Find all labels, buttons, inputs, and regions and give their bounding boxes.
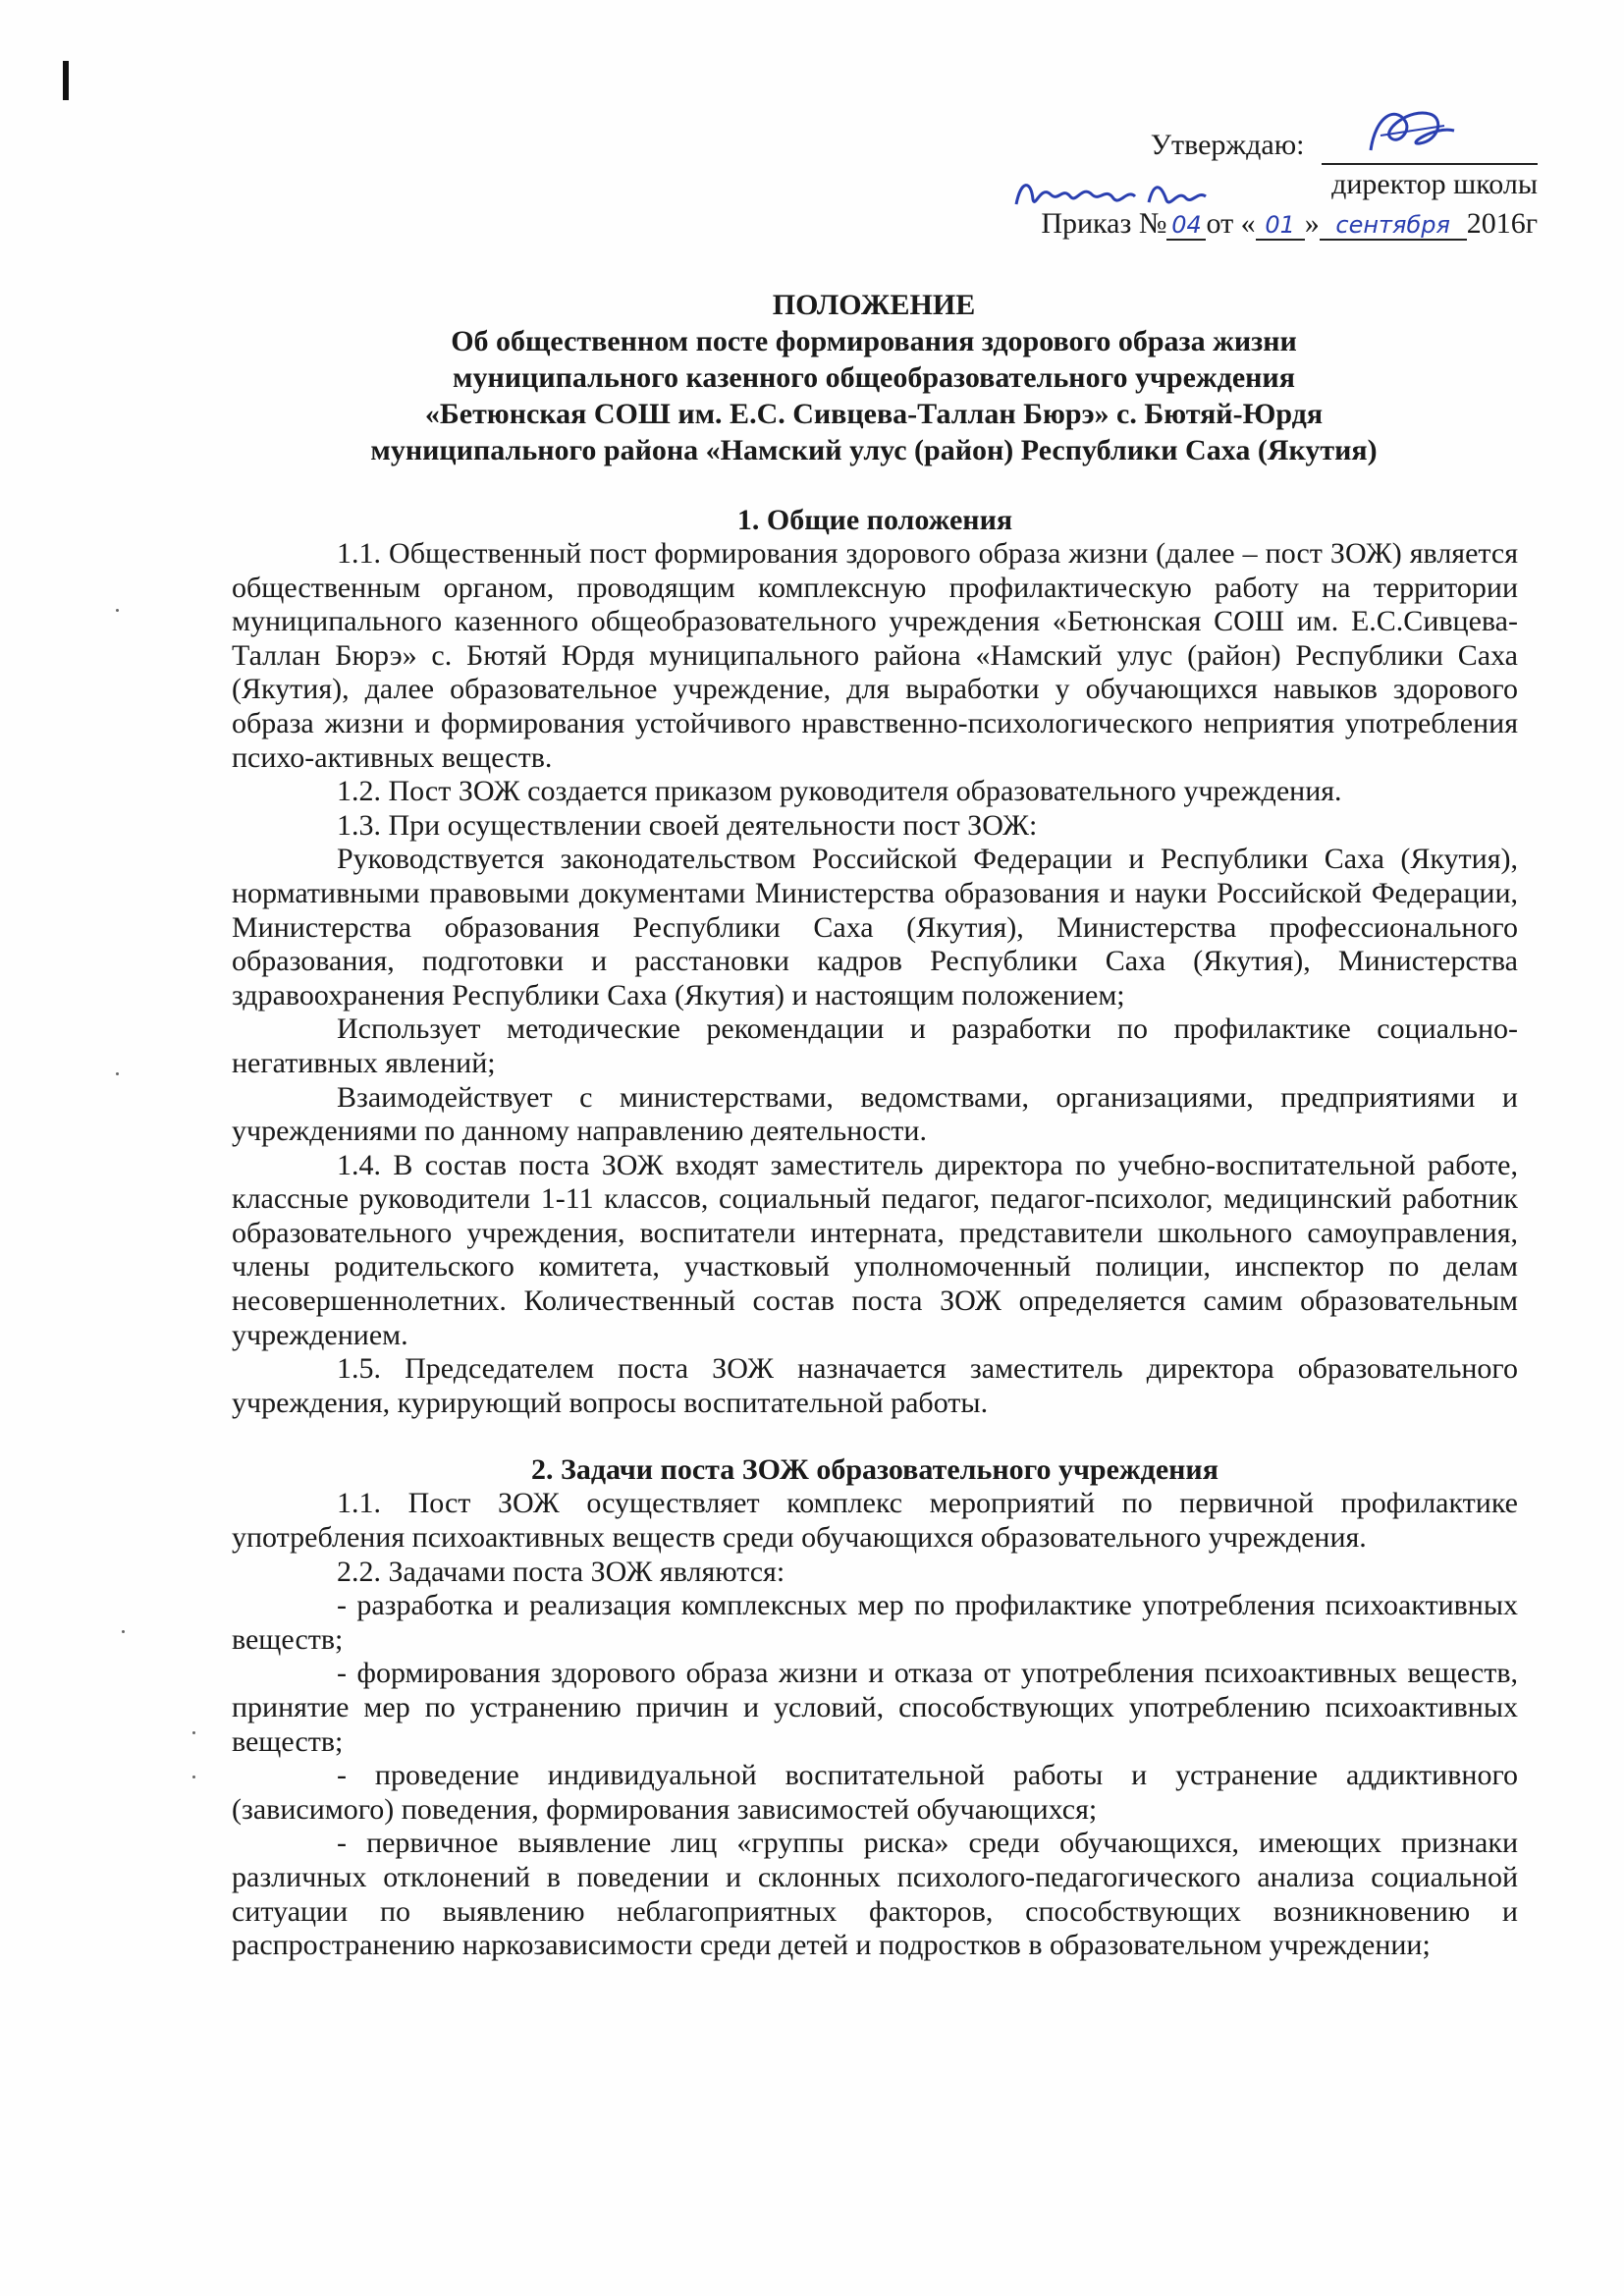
document-title: [236, 287, 1512, 468]
order-year: 2016г: [1466, 207, 1538, 240]
paragraph-2-2: 2.2. Задачами поста ЗОЖ являются:: [337, 1555, 785, 1588]
section-1-heading: 1. Общие положения: [736, 504, 1013, 536]
position-text: директор школы: [1331, 168, 1538, 200]
title-line-4: «Бетюнская СОШ им. Е.С. Сивцева-Таллан Бюрэ» с. Бютяй-Юрдя: [424, 398, 1324, 430]
paragraph-1-3c: Взаимодействует с министерствами, ведомствами, организациями, предприятиями и учреждениями по данному направлению деятельности.: [232, 1080, 1518, 1148]
paragraph-1-2: 1.2. Пост ЗОЖ создается приказом руководителя образовательного учреждения.: [337, 775, 1342, 808]
approval-line: [948, 126, 1538, 165]
signature-mark: [1351, 96, 1469, 165]
scan-speck: [192, 1731, 195, 1734]
director-signature: [1322, 134, 1538, 165]
handwritten-name: [1011, 175, 1237, 219]
order-prefix: Приказ №: [1041, 207, 1167, 240]
scan-speck: [122, 1630, 125, 1633]
scan-speck: [116, 1072, 119, 1075]
paragraph-1-5: 1.5. Председателем поста ЗОЖ назначается заместитель директора образовательного учреждения, курирующий вопросы воспитательной работы.: [232, 1352, 1518, 1419]
paragraph-1-3b: Использует методические рекомендации и разработки по профилактике социально-негативных явлений;: [232, 1012, 1518, 1079]
scan-speck: [192, 1776, 195, 1778]
section-2-heading: 2. Задачи поста ЗОЖ образовательного учреждения: [531, 1453, 1218, 1487]
approve-label: Утверждаю:: [1150, 129, 1305, 161]
document-body: [232, 504, 1518, 1963]
bullet-4: - первичное выявление лиц «группы риска» среди обучающихся, имеющих признаки различных отклонений в поведении и склонных психолого-педагогического анализа социальной ситуации по выявлению неблагоприятных факторов, способствующих возникновению и распространению наркозависимости среди детей и подростков в образовательном учреждении;: [232, 1827, 1518, 1962]
paragraph-1-4: 1.4. В состав поста ЗОЖ входят заместитель директора по учебно-воспитательной работе, классные руководители 1-11 классов, социальный педагог, педагог-психолог, медицинский работник образовательного учреждения, воспитатели интерната, представители школьного самоуправления, члены родительского комитета, участковый уполномоченный полиции, инспектор по делам несовершеннолетних. Количественный состав поста ЗОЖ определяется самим образовательным учреждением.: [232, 1148, 1518, 1351]
handwritten-name-mark: [1011, 175, 1237, 214]
title-line-1: ПОЛОЖЕНИЕ: [772, 289, 976, 321]
order-number: 04: [1166, 211, 1206, 241]
order-day: 01: [1256, 211, 1305, 241]
bullet-3: - проведение индивидуальной воспитательной работы и устранение аддиктивного (зависимого) поведения, формирования зависимостей обучающихся;: [232, 1759, 1518, 1826]
bullet-1: - разработка и реализация комплексных мер по профилактике употребления психоактивных веществ;: [232, 1589, 1518, 1656]
paragraph-2-1: 1.1. Пост ЗОЖ осуществляет комплекс мероприятий по первичной профилактике употребления психоактивных веществ среди обучающихся образовательного учреждения.: [232, 1487, 1518, 1555]
paragraph-1-3: 1.3. При осуществлении своей деятельности пост ЗОЖ:: [337, 808, 1038, 842]
paragraph-1-3a: Руководствуется законодательством Российской Федерации и Республики Саха (Якутия), нормативными правовыми документами Министерства образования и науки Российской Федерации, Министерства образования Республики Саха (Якутия), Министерства профессионального образования, подготовки и расстановки кадров Республики Саха (Якутия), Министерства здравоохранения Республики Саха (Якутия) и настоящим положением;: [232, 843, 1518, 1011]
title-line-2: Об общественном посте формирования здорового образа жизни: [451, 325, 1297, 357]
scan-margin-mark: [63, 61, 69, 100]
order-from: от «: [1206, 207, 1256, 240]
title-line-5: муниципального района «Намский улус (район) Республики Саха (Якутия): [370, 434, 1378, 466]
scan-speck: [116, 609, 119, 612]
order-quote: »: [1304, 207, 1320, 240]
title-line-3: муниципального казенного общеобразовательного учреждения: [453, 361, 1295, 394]
order-month: сентября: [1320, 211, 1467, 241]
paragraph-1-1: 1.1. Общественный пост формирования здорового образа жизни (далее – пост ЗОЖ) является общественным органом, проводящим комплексную профилактическую работу на территории муниципального казенного общеобразовательного учреждения «Бетюнская СОШ им. Е.С.Сивцева-Таллан Бюрэ» с. Бютяй Юрдя муниципального района «Намский улус (район) Республики Саха (Якутия), далее образовательное учреждение, для выработки у обучающихся навыков здорового образа жизни и формирования устойчивого нравственно-психологического неприятия употребления психо-активных веществ.: [232, 537, 1518, 774]
section-gap: [232, 1420, 1518, 1453]
bullet-2: - формирования здорового образа жизни и отказа от употребления психоактивных веществ, принятие мер по устранению причин и условий, способствующих употреблению психоактивных веществ;: [232, 1657, 1518, 1758]
